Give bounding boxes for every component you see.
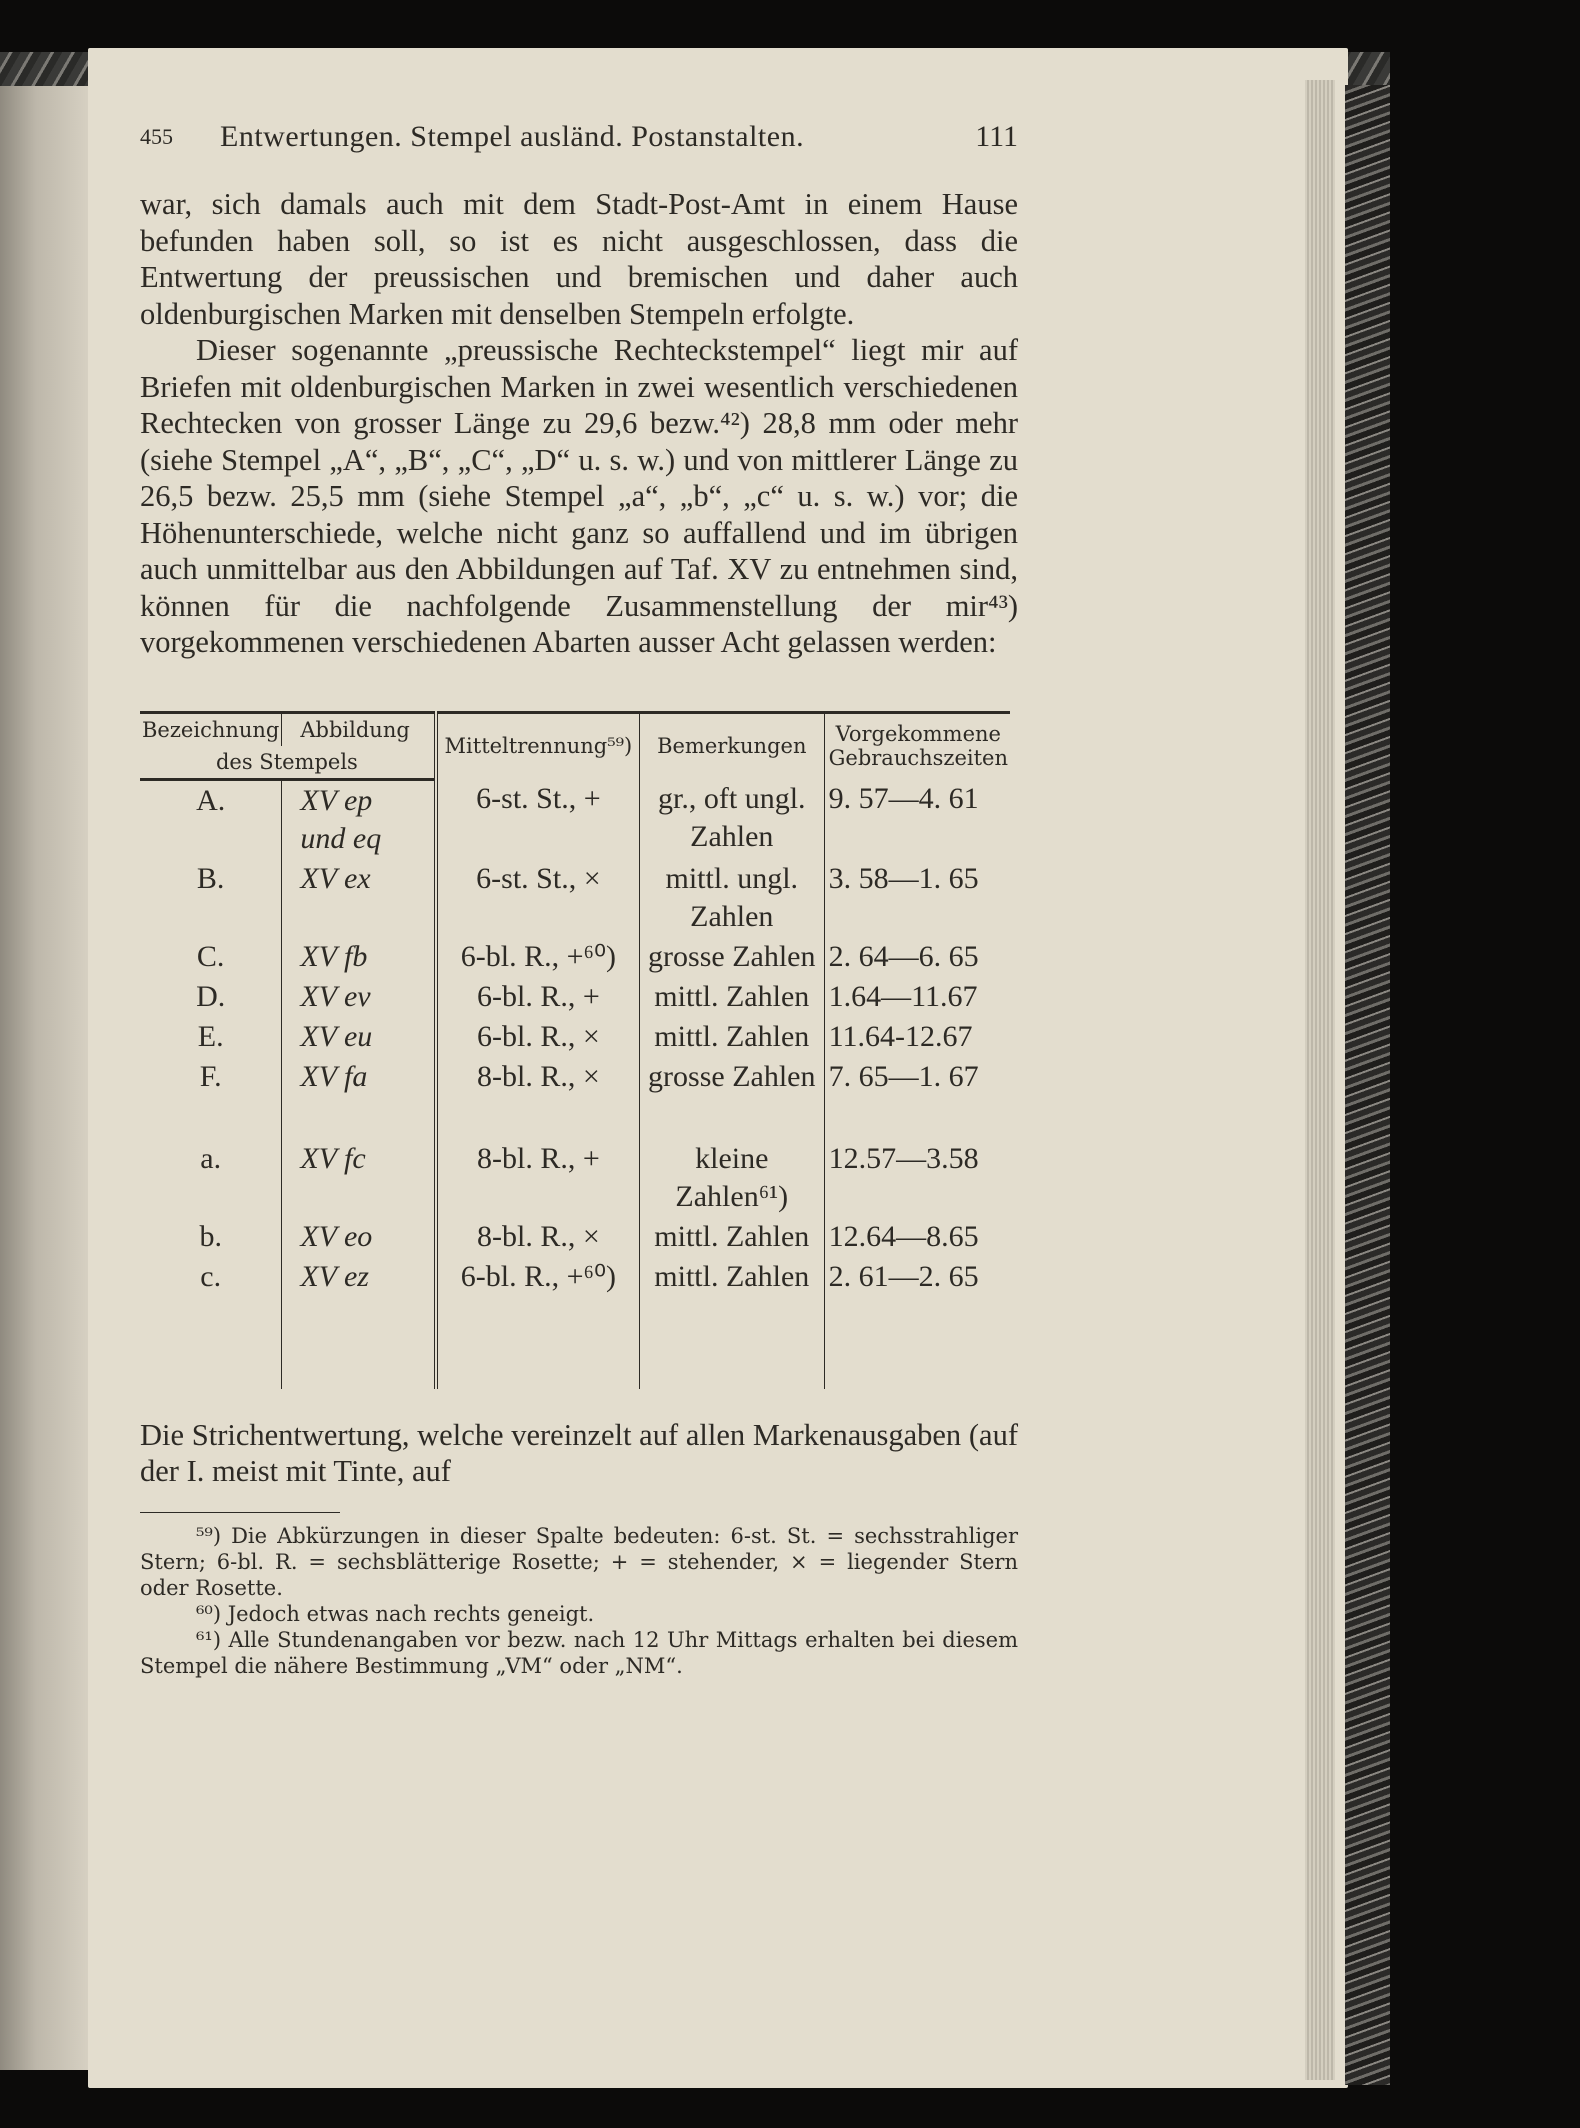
table-row-b-upper: B. XV ex 6-st. St., × mittl. ungl. Zahlen 3. 58—1. 65 [140, 859, 1010, 937]
page-number-right: 111 [975, 120, 1018, 153]
header-mitteltrennung: Mitteltrennung⁵⁹) [436, 712, 640, 779]
table-tail [140, 1297, 1010, 1389]
table-row-a-upper: A. XV ep und eq 6-st. St., + gr., oft ungl. Zahlen 9. 57—4. 61 [140, 779, 1010, 859]
body-text-2 [140, 1417, 1018, 1490]
bem-cell-2: Zahlen⁶¹) [675, 1179, 789, 1213]
footnotes [140, 1523, 1018, 1679]
footnote-59: ⁵⁹) Die Abkürzungen in dieser Spalte bedeuten: 6-st. St. = sechsstrahliger Stern; 6-bl. R. = sechsblätterige Rosette; + = stehender, × = liegender Stern oder Rosette. [140, 1523, 1018, 1600]
abb-cell: XV eo [300, 1219, 373, 1253]
bem-cell-2: Zahlen [690, 899, 774, 933]
header-bezeichnung: Bezeichnung [140, 712, 282, 746]
page-header [140, 120, 1018, 160]
abb-cell: XV ep [300, 783, 373, 817]
header-bemerkungen: Bemerkungen [639, 712, 824, 779]
paragraph-1: war, sich damals auch mit dem Stadt-Post-Amt in einem Hause befunden haben soll, so ist es nicht ausgeschlossen, dass die Entwertung der preussischen und bremischen und daher auch oldenburgischen Marken mit denselben Stempeln erfolgte. [140, 187, 1018, 331]
table-row-c-upper: C. XV fb 6-bl. R., +⁶⁰) grosse Zahlen 2. 64—6. 65 [140, 937, 1010, 977]
bem-cell-2: Zahlen [690, 820, 774, 853]
abb-cell: XV fc [300, 1141, 366, 1175]
abb-cell: XV fb [300, 939, 368, 973]
table-row-a-lower: a. XV fc 8-bl. R., + kleine Zahlen⁶¹) 12.57—3.58 [140, 1139, 1010, 1217]
running-head: Entwertungen. Stempel ausländ. Postanstalten. [220, 120, 805, 153]
page-stack-edge [1305, 80, 1335, 2080]
header-zeiten: Vorgekommene Gebrauchszeiten [824, 712, 1010, 779]
table-row-c-lower: c. XV ez 6-bl. R., +⁶⁰) mittl. Zahlen 2. 61—2. 65 [140, 1257, 1010, 1297]
paragraph-2: Dieser sogenannte „preussische Rechteckstempel“ liegt mir auf Briefen mit oldenburgischen Marken in zwei wesentlich verschiedenen Rechtecken von grosser Länge zu 29,6 bezw.⁴²) 28,8 mm oder mehr (siehe Stempel „A“, „B“, „C“, „D“ u. s. w.) und von mittlerer Länge zu 26,5 bezw. 25,5 mm (siehe Stempel „a“, „b“, „c“ u. s. w.) vor; die Höhenunterschiede, welche nicht ganz so auffallend und im übrigen auch unmittelbar aus den Abbildungen auf Taf. XV zu entnehmen sind, können für die nachfolgende Zusammenstellung der mir⁴³) vorgekommenen verschiedenen Abarten ausser Acht gelassen werden: [140, 333, 1018, 659]
page-number-left: 455 [140, 124, 173, 149]
header-des-stempels: des Stempels [140, 746, 436, 780]
header-abbildung: Abbildung [282, 712, 436, 746]
table-row-e-upper: E. XV eu 6-bl. R., × mittl. Zahlen 11.64-12.67 [140, 1017, 1010, 1057]
table-row-f-upper: F. XV fa 8-bl. R., × grosse Zahlen 7. 65—1. 67 [140, 1057, 1010, 1097]
abb-cell: XV fa [300, 1059, 368, 1093]
paragraph-3: Die Strichentwertung, welche vereinzelt auf allen Markenausgaben (auf der I. meist mit Tinte, auf [140, 1417, 1018, 1488]
stamp-table [140, 711, 1010, 1389]
left-page-edge [0, 70, 90, 2070]
abb-cell-2: und eq [300, 821, 382, 855]
table-spacer [140, 1097, 1010, 1139]
abb-cell: XV eu [300, 1019, 373, 1053]
bem-cell: mittl. ungl. [665, 861, 799, 895]
abb-cell: XV ez [300, 1259, 369, 1293]
table-row-d-upper: D. XV ev 6-bl. R., + mittl. Zahlen 1.64—11.67 [140, 977, 1010, 1017]
marbled-cover [1345, 85, 1390, 2085]
bem-cell: kleine [695, 1141, 769, 1175]
footnote-rule [140, 1512, 340, 1513]
footnote-60: ⁶⁰) Jedoch etwas nach rechts geneigt. [196, 1601, 595, 1626]
abb-cell: XV ev [300, 979, 371, 1013]
page-content [140, 120, 1018, 1679]
footnote-61: ⁶¹) Alle Stundenangaben vor bezw. nach 12 Uhr Mittags erhalten bei diesem Stempel die nähere Bestimmung „VM“ oder „NM“. [140, 1627, 1018, 1678]
bem-cell: gr., oft ungl. [658, 782, 806, 815]
abb-cell: XV ex [300, 861, 371, 895]
body-text [140, 186, 1018, 661]
table-row-b-lower: b. XV eo 8-bl. R., × mittl. Zahlen 12.64—8.65 [140, 1217, 1010, 1257]
